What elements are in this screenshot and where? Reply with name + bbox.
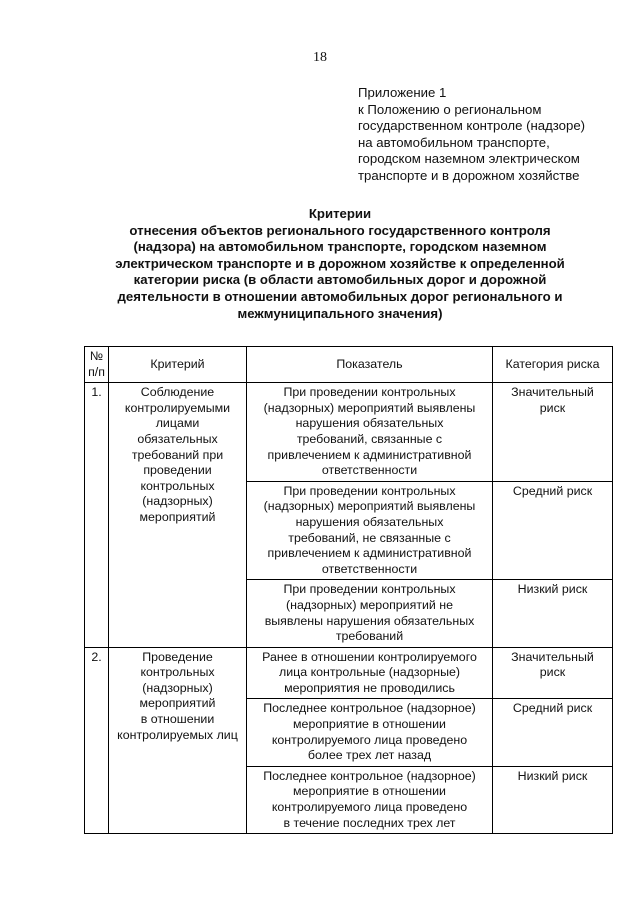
page-number: 18	[313, 50, 327, 65]
criterion-cell: Соблюдение контролируемыми лицами обязательных требований при проведении контрольных (надзорных) мероприятий	[109, 383, 247, 648]
appendix-line: городском наземном электрическом	[358, 151, 580, 167]
table-row	[85, 647, 613, 699]
document-title	[60, 206, 620, 322]
header-num: № п/п	[85, 347, 109, 383]
risk-category-cell: Значительный риск	[493, 647, 613, 699]
risk-category-cell: Низкий риск	[493, 766, 613, 833]
criterion-cell: Проведение контрольных (надзорных) мероприятий в отношении контролируемых лиц	[109, 647, 247, 834]
appendix-line: государственном контроле (надзоре)	[358, 118, 586, 134]
appendix-line: транспорте и в дорожном хозяйстве	[358, 167, 580, 183]
risk-category-cell: Значительный риск	[493, 383, 613, 482]
header-category: Категория риска	[493, 347, 613, 383]
criteria-table	[84, 346, 613, 834]
risk-category-cell: Низкий риск	[493, 580, 613, 647]
row-number: 1.	[85, 383, 109, 648]
title-line: категории риска (в области автомобильных дорог и дорожной	[133, 272, 547, 288]
appendix-line: Приложение 1	[358, 85, 447, 100]
header-indicator: Показатель	[247, 347, 493, 383]
title-line: Критерии	[308, 206, 372, 221]
indicator-cell: При проведении контрольных (надзорных) мероприятий выявлены нарушения обязательных требований, не связанные с привлечением к административной ответственности	[247, 481, 493, 580]
title-line: электрическом транспорте и в дорожном хозяйстве к определенной	[115, 255, 565, 271]
appendix-line: на автомобильном транспорте,	[358, 134, 550, 150]
indicator-cell: При проведении контрольных (надзорных) мероприятий не выявлены нарушения обязательных требований	[247, 580, 493, 647]
indicator-cell: Последнее контрольное (надзорное) мероприятие в отношении контролируемого лица проведено в течение последних трех лет	[247, 766, 493, 833]
indicator-cell: Ранее в отношении контролируемого лица контрольные (надзорные) мероприятия не проводились	[247, 647, 493, 699]
indicator-cell: Последнее контрольное (надзорное) мероприятие в отношении контролируемого лица проведено более трех лет назад	[247, 699, 493, 766]
indicator-cell: При проведении контрольных (надзорных) мероприятий выявлены нарушения обязательных требований, связанные с привлечением к административной ответственности	[247, 383, 493, 482]
appendix-line: к Положению о региональном	[358, 101, 542, 117]
risk-category-cell: Средний риск	[493, 699, 613, 766]
title-line: деятельности в отношении автомобильных дорог регионального и	[117, 288, 563, 304]
table-row	[85, 383, 613, 482]
title-line: межмуниципального значения)	[237, 305, 443, 321]
header-criterion: Критерий	[109, 347, 247, 383]
risk-category-cell: Средний риск	[493, 481, 613, 580]
appendix-header	[358, 85, 628, 185]
title-line: отнесения объектов регионального государственного контроля	[129, 222, 551, 238]
table-header-row	[85, 347, 613, 383]
title-line: (надзора) на автомобильном транспорте, городском наземном	[133, 239, 547, 255]
row-number: 2.	[85, 647, 109, 834]
